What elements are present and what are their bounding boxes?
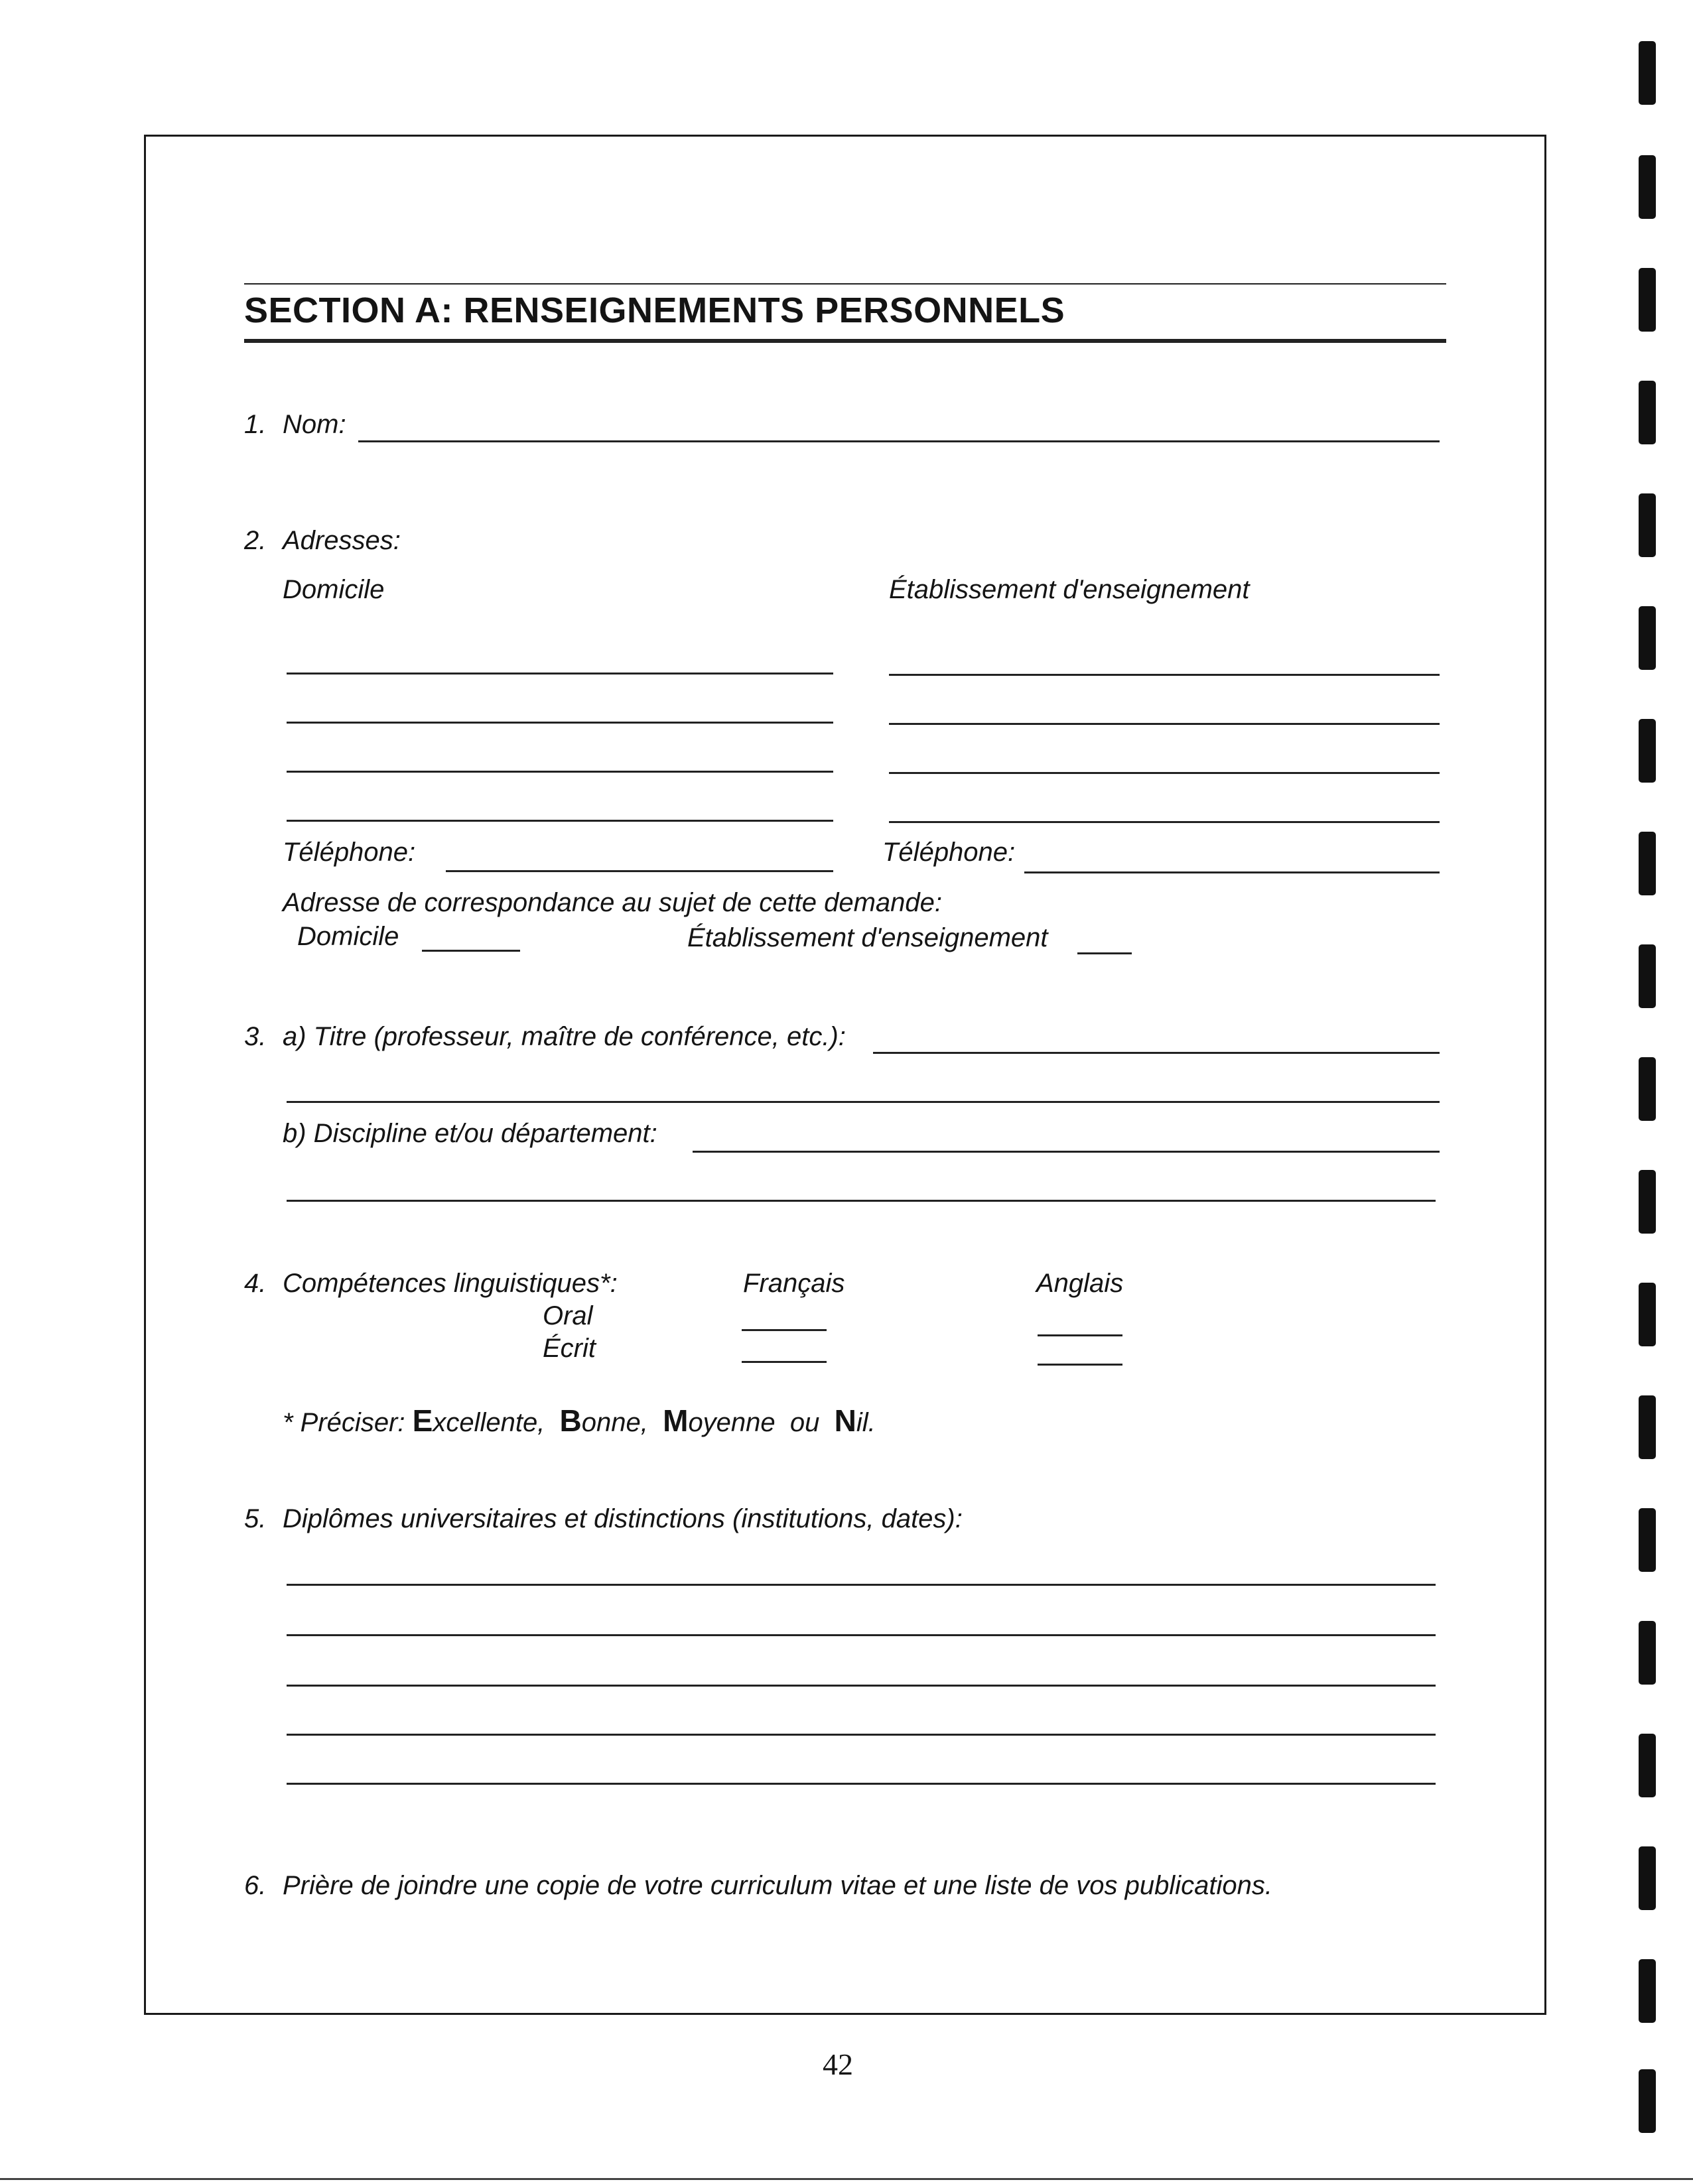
form-frame bbox=[144, 135, 1546, 2015]
binding-mark bbox=[1639, 493, 1656, 557]
q3-number: 3. bbox=[244, 1022, 267, 1051]
q6-number: 6. bbox=[244, 1871, 267, 1900]
institution-phone-field[interactable] bbox=[1024, 871, 1440, 873]
home-phone-label: Téléphone: bbox=[283, 838, 416, 867]
q3a-label: a) Titre (professeur, maître de conférence, etc.): bbox=[283, 1022, 846, 1051]
degrees-line-2[interactable] bbox=[287, 1634, 1436, 1636]
institution-phone-label: Téléphone: bbox=[882, 838, 1016, 867]
q5-number: 5. bbox=[244, 1504, 267, 1533]
binding-mark bbox=[1639, 1959, 1656, 2023]
home-address-line-1[interactable] bbox=[287, 673, 833, 674]
note-prefix: * Préciser: bbox=[283, 1408, 405, 1437]
q2-number: 2. bbox=[244, 526, 267, 555]
binding-mark bbox=[1639, 1395, 1656, 1459]
q1-label: Nom: bbox=[283, 410, 346, 439]
binding-mark bbox=[1639, 1057, 1656, 1121]
opt-good-initial: B bbox=[559, 1403, 582, 1438]
binding-mark bbox=[1639, 1621, 1656, 1685]
degrees-line-5[interactable] bbox=[287, 1783, 1436, 1785]
binding-mark bbox=[1639, 155, 1656, 219]
col-french: Français bbox=[743, 1269, 845, 1298]
degrees-line-4[interactable] bbox=[287, 1734, 1436, 1736]
binding-mark bbox=[1639, 381, 1656, 444]
institution-address-heading: Établissement d'enseignement bbox=[889, 575, 1250, 604]
scan-bottom-edge bbox=[0, 2178, 1693, 2180]
discipline-field[interactable] bbox=[693, 1151, 1440, 1153]
english-written-field[interactable] bbox=[1038, 1364, 1122, 1366]
opt-excellent-rest: xcellente, bbox=[433, 1408, 545, 1437]
page-number: 42 bbox=[823, 2047, 853, 2081]
discipline-field-line-2[interactable] bbox=[287, 1200, 1436, 1202]
correspondence-label: Adresse de correspondance au sujet de cette demande: bbox=[283, 888, 942, 917]
institution-address-line-2[interactable] bbox=[889, 723, 1440, 725]
section-top-rule bbox=[244, 283, 1446, 285]
section-title: SECTION A: RENSEIGNEMENTS PERSONNELS bbox=[244, 290, 1065, 330]
home-address-line-4[interactable] bbox=[287, 820, 833, 822]
opt-excellent-initial: E bbox=[412, 1403, 433, 1438]
title-field[interactable] bbox=[873, 1052, 1440, 1054]
name-field[interactable] bbox=[358, 440, 1440, 442]
french-oral-field[interactable] bbox=[742, 1329, 827, 1331]
binding-mark bbox=[1639, 1170, 1656, 1234]
home-address-heading: Domicile bbox=[283, 575, 385, 604]
opt-average-rest: oyenne bbox=[688, 1408, 776, 1437]
binding-mark bbox=[1639, 719, 1656, 783]
row-oral: Oral bbox=[543, 1301, 593, 1330]
col-english: Anglais bbox=[1036, 1269, 1124, 1298]
q6-text: Prière de joindre une copie de votre curriculum vitae et une liste de vos publications. bbox=[283, 1871, 1272, 1900]
q3b-label: b) Discipline et/ou département: bbox=[283, 1119, 657, 1148]
correspondence-institution-field[interactable] bbox=[1077, 952, 1132, 954]
correspondence-home-field[interactable] bbox=[422, 950, 520, 952]
degrees-line-3[interactable] bbox=[287, 1685, 1436, 1687]
english-oral-field[interactable] bbox=[1038, 1334, 1122, 1336]
opt-nil-initial: N bbox=[834, 1403, 856, 1438]
degrees-line-1[interactable] bbox=[287, 1584, 1436, 1586]
home-address-line-3[interactable] bbox=[287, 771, 833, 773]
binding-mark bbox=[1639, 41, 1656, 105]
institution-address-line-4[interactable] bbox=[889, 821, 1440, 823]
binding-mark bbox=[1639, 2069, 1656, 2133]
binding-mark bbox=[1639, 1846, 1656, 1910]
opt-nil-rest: il. bbox=[856, 1408, 876, 1437]
binding-mark bbox=[1639, 1508, 1656, 1572]
home-address-line-2[interactable] bbox=[287, 722, 833, 724]
or-word: ou bbox=[789, 1408, 820, 1437]
binding-mark bbox=[1639, 832, 1656, 895]
binding-mark bbox=[1639, 268, 1656, 332]
proficiency-note bbox=[283, 1405, 876, 1439]
opt-good-rest: onne, bbox=[581, 1408, 648, 1437]
correspondence-institution-label: Établissement d'enseignement bbox=[687, 923, 1048, 952]
institution-address-line-3[interactable] bbox=[889, 772, 1440, 774]
q5-label: Diplômes universitaires et distinctions (institutions, dates): bbox=[283, 1504, 963, 1533]
row-written: Écrit bbox=[543, 1334, 596, 1363]
q4-label: Compétences linguistiques*: bbox=[283, 1269, 618, 1298]
q1-number: 1. bbox=[244, 410, 267, 439]
section-bottom-rule bbox=[244, 339, 1446, 343]
correspondence-home-label: Domicile bbox=[297, 922, 399, 951]
binding-mark bbox=[1639, 1283, 1656, 1346]
q4-number: 4. bbox=[244, 1269, 267, 1298]
home-phone-field[interactable] bbox=[446, 870, 833, 872]
french-written-field[interactable] bbox=[742, 1361, 827, 1363]
binding-mark bbox=[1639, 944, 1656, 1008]
q2-label: Adresses: bbox=[283, 526, 401, 555]
binding-mark bbox=[1639, 606, 1656, 670]
binding-mark bbox=[1639, 1734, 1656, 1797]
opt-average-initial: M bbox=[663, 1403, 689, 1438]
institution-address-line-1[interactable] bbox=[889, 674, 1440, 676]
title-field-line-2[interactable] bbox=[287, 1101, 1440, 1103]
